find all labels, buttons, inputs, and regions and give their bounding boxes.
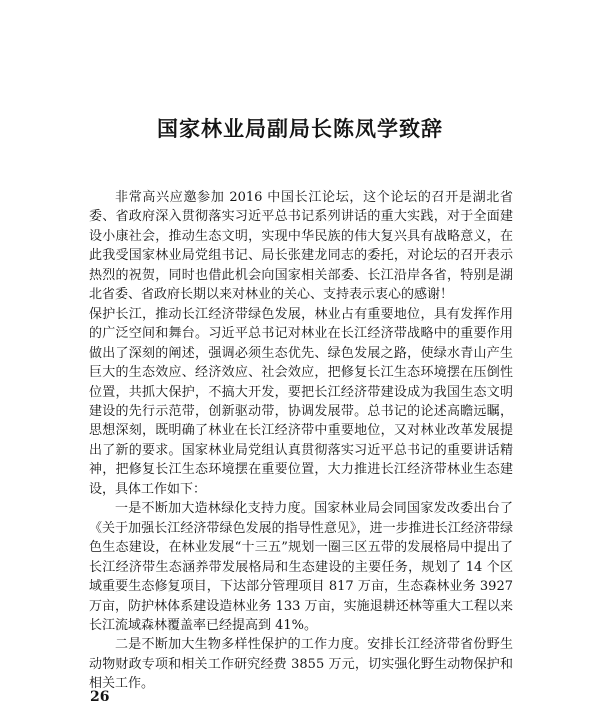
paragraph-biodiversity: 二是不断加大生物多样性保护的工作力度。安排长江经济带省份野生动物财政专项和相关工作研究经费 3855 万元，切实强化野生动物保护和相关工作。 xyxy=(89,637,513,692)
paragraph-afforestation: 一是不断加大造林绿化支持力度。国家林业局会同国家发改委出台了《关于加强长江经济带绿色发展的指导性意见》，进一步推进长江经济带绿色生态建设，在林业发展“十三五”规划一圈三区五带的发展格局中提出了长江经济带生态涵养带发展格局和生态建设的主要任务，规划了 14 个区域重要生态修复项目，下达部分管理项目 817 万亩，生态森林业务 3927 万亩，防护林体系建设造林业务 133 万亩，实施退耕还林等重大工程以来长江流域森林覆盖率已经提高到 41%。 xyxy=(89,501,513,633)
body-text xyxy=(89,188,513,694)
paragraph-greeting: 非常高兴应邀参加 2016 中国长江论坛，这个论坛的召开是湖北省委、省政府深入贯彻落实习近平总书记系列讲话的重大实践，对于全面建设小康社会，推动生态文明，实现中华民族的伟大复兴具有战略意义，在此我受国家林业局党组书记、局长张建龙同志的委托，对论坛的召开表示热烈的祝贺，同时也借此机会向国家相关部委、长江沿岸各省，特别是湖北省委、省政府长期以来对林业的关心、支持表示衷心的感谢！ xyxy=(89,190,513,303)
page-title: 国家林业局副局长陈凤学致辞 xyxy=(157,116,443,142)
page-number: 26 xyxy=(90,689,110,705)
paragraph-protect-yangtze: 保护长江，推动长江经济带绿色发展，林业占有重要地位，具有发挥作用的广泛空间和舞台。习近平总书记对林业在长江经济带战略中的重要作用做出了深刻的阐述，强调必须生态优先、绿色发展之路，使绿水青山产生巨大的生态效应、经济效应、社会效应，把修复长江生态环境摆在压倒性位置，共抓大保护，不搞大开发，要把长江经济带建设成为我国生态文明建设的先行示范带，创新驱动带，协调发展带。总书记的论述高瞻远瞩，思想深刻，既明确了林业在长江经济带中重要地位，又对林业改革发展提出了新的要求。国家林业局党组认真贯彻落实习近平总书记的重要讲话精神，把修复长江生态环境摆在重要位置，大力推进长江经济带林业生态建设，具体工作如下： xyxy=(89,306,513,497)
